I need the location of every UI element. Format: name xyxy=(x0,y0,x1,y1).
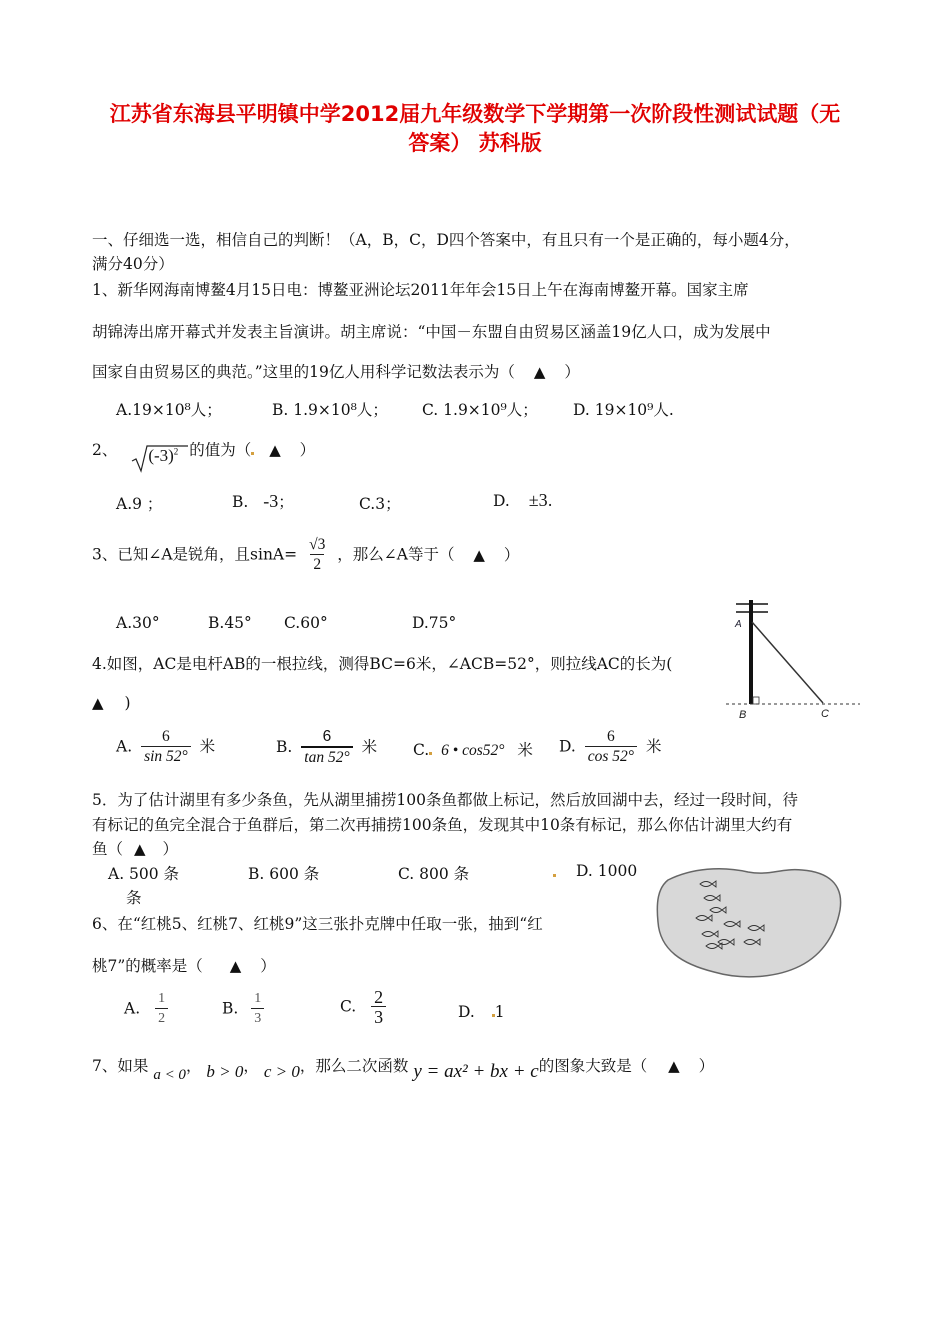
section-header-line-2: 满分40分） xyxy=(92,255,174,273)
page-title xyxy=(60,100,890,158)
answer-marker-q1: ▲ xyxy=(533,363,546,381)
q4-line-2 xyxy=(92,694,131,712)
q6-option-c-num: 2 xyxy=(374,987,384,1007)
q7-sep-1: ， xyxy=(185,1057,202,1075)
q6-option-d-label: D. xyxy=(458,1003,475,1021)
answer-marker-q4: ▲ xyxy=(92,694,104,712)
q2-prefix: 2、 xyxy=(92,441,118,459)
q4-option-b-den: tan 52° xyxy=(301,746,352,768)
q5-line-1: 5．为了估计湖里有多少条鱼，先从湖里捕捞100条鱼都做上标记，然后放回湖中去，经过一段时间，待 xyxy=(92,791,798,809)
q6-option-b-label: B. xyxy=(222,999,239,1018)
label-b: B xyxy=(739,709,747,721)
q1-stem-end: 国家自由贸易区的典范。”这里的19亿人用科学记数法表示为（ xyxy=(92,363,515,381)
q5-option-a: A. 500 条 xyxy=(108,865,180,883)
answer-marker-q3: ▲ xyxy=(473,545,485,564)
q7-suffix: 的图象大致是（ xyxy=(538,1057,648,1075)
q4-option-a-label: A. xyxy=(116,737,133,756)
right-angle-mark xyxy=(753,697,759,704)
q3-fraction-den: 2 xyxy=(310,554,324,575)
q5-stem-end: 鱼（ xyxy=(92,840,124,858)
q4-option-a-fraction xyxy=(141,728,191,767)
q1-option-a: A.19×10⁸人； xyxy=(116,401,222,419)
q5-option-d-continuation: 条 xyxy=(126,889,142,907)
guy-wire-ac xyxy=(752,622,823,703)
q4-option-b-label: B. xyxy=(276,738,293,756)
q6-option-b-den: 3 xyxy=(251,1008,264,1029)
q2-option-a: A.9 ； xyxy=(116,495,163,513)
q1-option-b: B. 1.9×10⁸人； xyxy=(272,401,388,419)
q6-option-a-num: 1 xyxy=(158,991,166,1006)
q2-option-d xyxy=(493,490,553,511)
q3-close-paren: ） xyxy=(503,545,520,564)
q6-option-c xyxy=(340,988,390,1027)
q3-stem xyxy=(92,536,519,575)
q4-option-a-unit: 米 xyxy=(199,737,216,756)
q4-option-c-value: 6 • cos52° xyxy=(441,742,505,759)
q4-option-c-unit: 米 xyxy=(517,741,533,759)
stray-dot xyxy=(251,452,254,455)
q4-option-d-den: cos 52° xyxy=(585,746,637,767)
lake-figure xyxy=(652,862,848,986)
q6-option-b xyxy=(222,990,268,1029)
q3-option-b: B.45° xyxy=(208,614,252,632)
q6-option-b-fraction xyxy=(251,990,264,1029)
q6-option-c-label: C. xyxy=(340,997,357,1016)
radicand-exponent: 2 xyxy=(173,446,179,457)
q7-close-paren: ） xyxy=(698,1057,715,1075)
q4-option-b-num: 6 xyxy=(322,728,332,745)
q2-option-d-label: D. xyxy=(493,492,510,510)
q3-suffix: ，那么∠A等于（ xyxy=(337,545,455,564)
q2-option-c: C.3； xyxy=(359,495,401,513)
q6-option-c-den: 3 xyxy=(371,1006,386,1027)
q7-stem xyxy=(92,1054,715,1083)
q2-option-b-value: -3 xyxy=(263,491,279,511)
q4-option-b xyxy=(276,728,377,768)
q4-option-d-unit: 米 xyxy=(645,737,662,756)
q1-close-paren: ） xyxy=(564,363,580,381)
q6-option-b-num: 1 xyxy=(254,991,262,1006)
q6-line-2 xyxy=(92,954,276,976)
q6-option-c-fraction xyxy=(371,988,386,1027)
label-a: A xyxy=(735,619,742,630)
q4-option-d-num: 6 xyxy=(607,728,615,745)
q7-mid: ，那么二次函数 xyxy=(299,1057,409,1075)
q2-suffix: 的值为（ xyxy=(189,441,252,459)
q1-line-1: 1、新华网海南博鳌4月15日电：博鳌亚洲论坛2011年年会15日上午在海南博鳌开幕。国家主席 xyxy=(92,281,749,299)
q5-option-c: C. 800 条 xyxy=(398,865,470,883)
answer-marker-q5: ▲ xyxy=(133,840,146,858)
q4-option-c xyxy=(413,738,533,760)
title-line-1: 江苏省东海县平明镇中学2012届九年级数学下学期第一次阶段性测试试题（无 xyxy=(109,102,841,126)
q3-option-d: D.75° xyxy=(412,614,457,632)
q5-line-3 xyxy=(92,837,178,859)
q4-option-a-num: 6 xyxy=(162,728,170,745)
q4-option-b-unit: 米 xyxy=(361,738,378,756)
q4-option-d-fraction xyxy=(585,728,637,767)
q1-option-c: C. 1.9×10⁹人； xyxy=(422,401,538,419)
q7-cond-c: c > 0 xyxy=(263,1062,300,1081)
section-header-line-1: 一、仔细选一选，相信自己的判断！（A，B，C，D四个答案中，有且只有一个是正确的，每小题4分， xyxy=(92,231,800,249)
answer-marker-q7: ▲ xyxy=(668,1057,680,1075)
q4-option-c-label: C. xyxy=(413,741,430,759)
q3-option-a: A.30° xyxy=(116,614,160,632)
q6-option-a-label: A. xyxy=(124,999,141,1018)
q7-prefix: 7、如果 xyxy=(92,1057,149,1075)
q4-option-b-fraction xyxy=(301,728,352,768)
q2-option-b-end: ； xyxy=(278,493,294,511)
q3-prefix: 3、已知∠A是锐角，且sinA= xyxy=(92,545,298,564)
q2-option-d-value: ±3 xyxy=(528,490,548,510)
q4-option-d-label: D. xyxy=(559,737,576,756)
q7-function: y = ax² + bx + c xyxy=(413,1061,539,1082)
q1-option-d: D. 19×10⁹人. xyxy=(573,401,674,419)
sqrt-expression xyxy=(130,446,178,466)
q4-close-paren: ) xyxy=(124,694,131,712)
answer-marker-q2: ▲ xyxy=(269,441,281,459)
q5-option-d: D. 1000 xyxy=(576,862,638,880)
radicand: (-3) xyxy=(148,446,174,465)
q2-option-d-end: . xyxy=(547,492,553,510)
q3-option-c: C.60° xyxy=(284,614,328,632)
q7-cond-a: a < 0 xyxy=(153,1067,186,1083)
q6-option-a xyxy=(124,990,172,1029)
q6-option-d-value: 1 xyxy=(494,1003,505,1021)
radical-sign-icon xyxy=(130,443,190,473)
q6-option-d xyxy=(458,1003,505,1021)
q6-option-a-den: 2 xyxy=(155,1008,168,1029)
q7-sep-2: ， xyxy=(243,1057,259,1075)
q4-option-d xyxy=(559,728,661,767)
q4-option-a-den: sin 52° xyxy=(141,746,191,767)
q6-option-a-fraction xyxy=(155,990,168,1029)
title-line-2: 答案） 苏科版 xyxy=(408,131,542,155)
q3-fraction-num: √3 xyxy=(309,536,326,553)
q7-cond-b: b > 0 xyxy=(206,1062,244,1081)
q4-option-a xyxy=(116,728,215,767)
q6-stem-end: 桃7”的概率是（ xyxy=(92,957,203,975)
q3-fraction xyxy=(306,536,328,575)
lake-outline xyxy=(657,869,840,977)
q5-option-b: B. 600 条 xyxy=(248,865,320,883)
q2-stem xyxy=(92,438,315,466)
q1-line-2: 胡锦涛出席开幕式并发表主旨演讲。胡主席说：“中国－东盟自由贸易区涵盖19亿人口，成为发展中 xyxy=(92,323,771,341)
q2-option-b-label: B. xyxy=(232,493,249,511)
answer-marker-q6: ▲ xyxy=(229,957,242,975)
q2-option-b xyxy=(232,490,294,512)
q5-line-2: 有标记的鱼完全混合于鱼群后，第二次再捕捞100条鱼，发现其中10条有标记，那么你估计湖里大约有 xyxy=(92,816,793,834)
q4-line-1: 4.如图，AC是电杆AB的一根拉线，测得BC=6米，∠ACB=52°，则拉线AC的长为( xyxy=(92,655,673,673)
stray-dot xyxy=(553,874,556,877)
q5-close-paren: ） xyxy=(162,840,178,858)
label-c: C xyxy=(821,708,829,720)
stray-dot xyxy=(429,752,432,755)
q6-line-1: 6、在“红桃5、红桃7、红桃9”这三张扑克牌中任取一张，抽到“红 xyxy=(92,915,543,933)
pole-figure xyxy=(726,598,866,722)
q6-close-paren: ） xyxy=(260,957,276,975)
q2-close-paren: ） xyxy=(299,441,316,459)
q1-line-3 xyxy=(92,360,580,382)
